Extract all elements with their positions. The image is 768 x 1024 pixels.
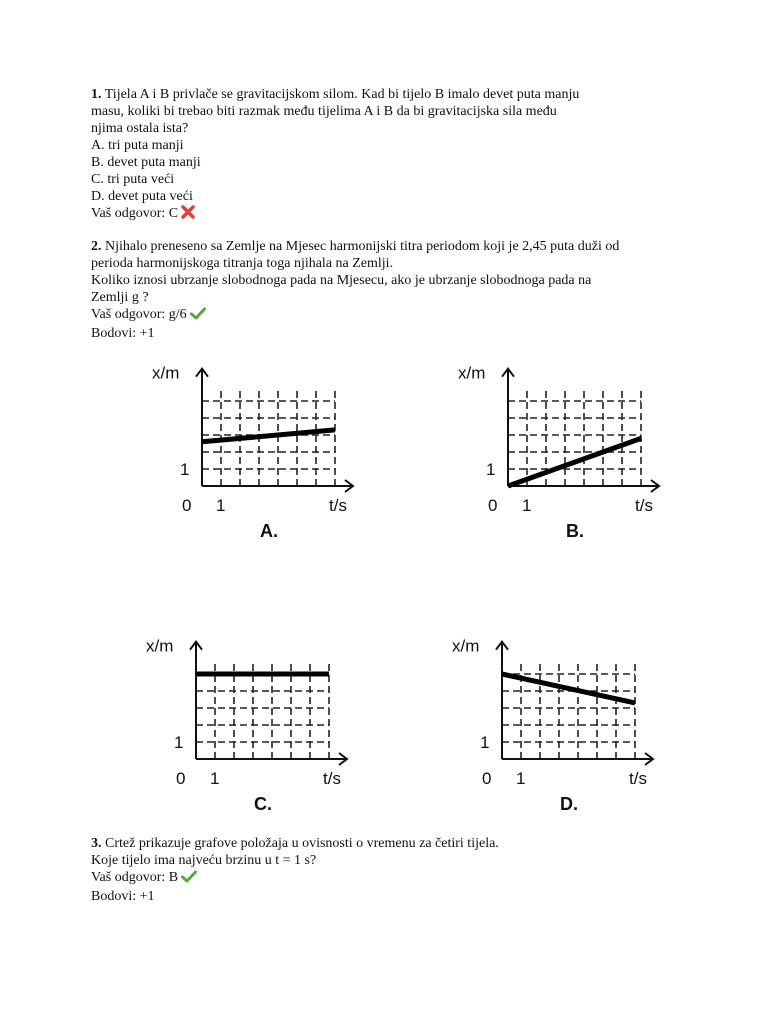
question-2-line-1: 2. Njihalo preneseno sa Zemlje na Mjesec harmonijski titra periodom koji je 2,45 puta duži od	[91, 239, 620, 254]
y-tick-label: 1	[174, 733, 184, 752]
data-line	[508, 438, 641, 486]
correct-check-icon	[190, 307, 206, 325]
graph-c	[134, 628, 374, 828]
y-tick-label: 1	[480, 733, 490, 752]
graph-label: D.	[560, 794, 578, 814]
graph-d	[440, 628, 680, 828]
x-tick-label: 1	[516, 769, 526, 788]
question-2-line-2: perioda harmonijskoga titranja toga njihala na Zemlji.	[91, 256, 394, 271]
origin-label: 0	[482, 769, 492, 788]
question-2-answer: Vaš odgovor: g/6	[91, 306, 691, 325]
question-3	[91, 835, 691, 905]
question-1-number: 1.	[91, 87, 102, 102]
wrong-cross-icon	[181, 205, 195, 224]
option-b[interactable]: B. devet puta manji	[91, 155, 201, 170]
x-tick-label: 1	[216, 496, 226, 515]
y-axis-label: x/m	[152, 363, 180, 383]
graph-b	[446, 355, 686, 555]
x-axis-label: t/s	[635, 496, 653, 515]
data-line	[202, 430, 335, 442]
x-axis-label: t/s	[329, 496, 347, 515]
question-1-line-2: masu, koliki bi trebao biti razmak među tijelima A i B da bi gravitacijska sila među	[91, 104, 557, 119]
question-3-number: 3.	[91, 836, 102, 851]
graph-label: C.	[254, 794, 272, 814]
question-1-line-3: njima ostala ista?	[91, 121, 189, 136]
question-1-answer: Vaš odgovor: C	[91, 205, 691, 224]
y-axis-label: x/m	[458, 363, 486, 383]
option-d[interactable]: D. devet puta veći	[91, 189, 193, 204]
question-2-line-3: Koliko iznosi ubrzanje slobodnoga pada na Mjesecu, ako je ubrzanje slobodnoga pada na	[91, 273, 592, 288]
x-tick-label: 1	[210, 769, 220, 788]
graph-label: A.	[260, 521, 278, 541]
question-3-answer: Vaš odgovor: B	[91, 869, 691, 888]
y-tick-label: 1	[486, 460, 496, 479]
option-a[interactable]: A. tri puta manji	[91, 138, 184, 153]
origin-label: 0	[182, 496, 192, 515]
origin-label: 0	[488, 496, 498, 515]
option-c[interactable]: C. tri puta veći	[91, 172, 175, 187]
graph-a	[140, 355, 380, 555]
question-3-points: Bodovi: +1	[91, 889, 155, 904]
y-axis-label: x/m	[452, 636, 480, 656]
question-3-line-2: Koje tijelo ima najveću brzinu u t = 1 s?	[91, 853, 317, 868]
graph-label: B.	[566, 521, 584, 541]
x-axis-label: t/s	[629, 769, 647, 788]
y-tick-label: 1	[180, 460, 190, 479]
x-axis-label: t/s	[323, 769, 341, 788]
origin-label: 0	[176, 769, 186, 788]
question-3-line-1: 3. Crtež prikazuje grafove položaja u ovisnosti o vremenu za četiri tijela.	[91, 836, 499, 851]
data-line	[502, 674, 635, 703]
y-axis-label: x/m	[146, 636, 174, 656]
question-1-line-1: 1. Tijela A i B privlače se gravitacijskom silom. Kad bi tijelo B imalo devet puta manju	[91, 87, 580, 102]
question-2	[91, 238, 691, 342]
question-2-number: 2.	[91, 239, 102, 254]
question-2-points: Bodovi: +1	[91, 326, 155, 341]
x-tick-label: 1	[522, 496, 532, 515]
question-1	[91, 86, 691, 224]
correct-check-icon	[181, 870, 197, 888]
question-2-line-4: Zemlji g ?	[91, 290, 149, 305]
